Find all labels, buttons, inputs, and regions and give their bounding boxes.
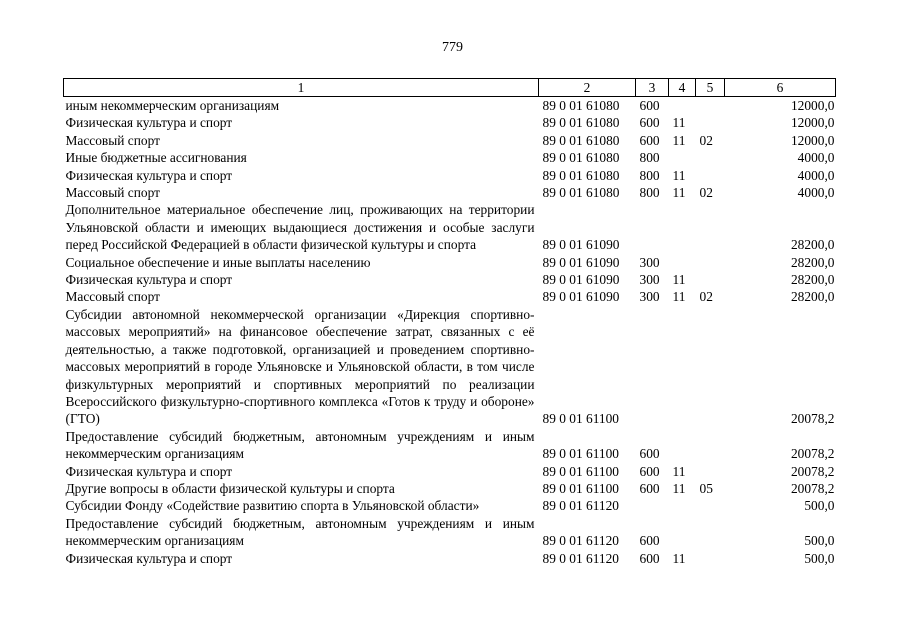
row-col3: 300 (639, 289, 660, 305)
row-code: 89 0 01 61090 (542, 254, 620, 270)
table-row (64, 497, 836, 514)
row-amount: 28200,0 (790, 237, 835, 253)
row-col3 (636, 497, 669, 514)
table-row (64, 167, 836, 184)
row-col3: 300 (639, 254, 660, 270)
row-col5: 02 (699, 185, 713, 201)
row-col4: 11 (672, 272, 686, 288)
row-col4: 11 (672, 289, 686, 305)
page-number: 779 (442, 40, 463, 55)
row-col4 (669, 497, 696, 514)
row-name: Иные бюджетные ассигнования (65, 150, 247, 166)
column-header-2: 2 (539, 79, 636, 97)
row-name: Массовый спорт (65, 185, 160, 201)
row-name: Субсидии автономной некоммерческой организации «Дирекция спортивно-массовых мероприятий» на финансовое обеспечение затрат, связанных с её деятельностью, а также подготовкой, организацией и проведением спортивно-массовых мероприятий в городе Ульяновске и Ульяновской области, в том числе физкультурных мероприятий и спортивных мероприятий по реализации Всероссийского физкультурно-спортивного комплекса «Готов к труду и обороне» (ГТО) (65, 306, 535, 427)
table-row (64, 515, 836, 550)
row-col3: 300 (639, 272, 660, 288)
row-name: Массовый спорт (65, 289, 160, 305)
row-amount: 20078,2 (790, 411, 835, 427)
row-amount: 20078,2 (790, 463, 835, 479)
row-col4 (669, 149, 696, 166)
row-amount: 500,0 (804, 498, 835, 514)
table-row (64, 306, 836, 428)
row-name: Другие вопросы в области физической культуры и спорта (65, 480, 395, 496)
row-col5 (696, 463, 725, 480)
row-col3: 800 (639, 150, 660, 166)
row-col5: 05 (699, 480, 713, 496)
row-col4: 11 (672, 480, 686, 496)
row-col3: 600 (639, 446, 660, 462)
table-row (64, 463, 836, 480)
row-amount: 20078,2 (790, 446, 835, 462)
row-amount: 4000,0 (797, 167, 835, 183)
row-amount: 28200,0 (790, 272, 835, 288)
budget-table (63, 78, 836, 567)
table-header (64, 79, 836, 97)
row-code: 89 0 01 61080 (542, 167, 620, 183)
row-col5 (696, 550, 725, 567)
row-amount: 12000,0 (790, 132, 835, 148)
row-col5 (696, 114, 725, 131)
row-col5: 02 (699, 289, 713, 305)
row-col5: 02 (699, 132, 713, 148)
row-name: Предоставление субсидий бюджетным, автономным учреждениям и иным некоммерческим организациям (65, 515, 535, 549)
row-amount: 20078,2 (790, 480, 835, 496)
row-col3: 600 (639, 480, 660, 496)
row-col5 (696, 149, 725, 166)
row-col3: 800 (639, 185, 660, 201)
table-row (64, 184, 836, 201)
row-col4 (669, 201, 696, 253)
table-body (64, 97, 836, 567)
row-col5 (696, 428, 725, 463)
row-col3: 600 (639, 463, 660, 479)
row-code: 89 0 01 61090 (542, 237, 620, 253)
table-row (64, 114, 836, 131)
row-col4: 11 (672, 132, 686, 148)
column-header-4: 4 (669, 79, 696, 97)
row-col4 (669, 428, 696, 463)
row-col3 (636, 306, 669, 428)
column-header-1: 1 (64, 79, 539, 97)
row-col3: 600 (639, 98, 660, 113)
table-row (64, 428, 836, 463)
row-amount: 12000,0 (790, 98, 835, 113)
row-name: Физическая культура и спорт (65, 550, 233, 566)
row-amount: 12000,0 (790, 115, 835, 131)
row-col4: 11 (672, 115, 686, 131)
column-header-3: 3 (636, 79, 669, 97)
row-amount: 28200,0 (790, 254, 835, 270)
column-header-6: 6 (725, 79, 836, 97)
table-row (64, 201, 836, 253)
header-row (64, 79, 836, 97)
row-col4: 11 (672, 550, 686, 566)
row-col5 (696, 497, 725, 514)
row-col3: 800 (639, 167, 660, 183)
row-code: 89 0 01 61100 (542, 480, 619, 496)
row-col3: 600 (639, 533, 660, 549)
row-col4 (669, 97, 696, 115)
row-code: 89 0 01 61080 (542, 115, 620, 131)
row-name: Физическая культура и спорт (65, 167, 233, 183)
row-name: Субсидии Фонду «Содействие развитию спорта в Ульяновской области» (65, 498, 480, 514)
row-col5 (696, 167, 725, 184)
row-name: Предоставление субсидий бюджетным, автономным учреждениям и иным некоммерческим организациям (65, 428, 535, 462)
row-code: 89 0 01 61080 (542, 98, 620, 113)
table-row (64, 550, 836, 567)
row-code: 89 0 01 61090 (542, 289, 620, 305)
row-amount: 4000,0 (797, 185, 835, 201)
row-name: Массовый спорт (65, 132, 160, 148)
row-col3: 600 (639, 115, 660, 131)
row-amount: 500,0 (804, 533, 835, 549)
row-col5 (696, 97, 725, 115)
column-header-5: 5 (696, 79, 725, 97)
row-col5 (696, 271, 725, 288)
table-row (64, 271, 836, 288)
row-col4 (669, 254, 696, 271)
row-col3: 600 (639, 550, 660, 566)
row-col5 (696, 515, 725, 550)
row-code: 89 0 01 61120 (542, 550, 619, 566)
table-row (64, 254, 836, 271)
row-col5 (696, 306, 725, 428)
row-col3: 600 (639, 132, 660, 148)
row-col4: 11 (672, 463, 686, 479)
row-name: Физическая культура и спорт (65, 272, 233, 288)
row-code: 89 0 01 61100 (542, 446, 619, 462)
row-code: 89 0 01 61080 (542, 185, 620, 201)
table-row (64, 149, 836, 166)
row-amount: 4000,0 (797, 150, 835, 166)
row-amount: 28200,0 (790, 289, 835, 305)
row-name: Дополнительное материальное обеспечение лиц, проживающих на территории Ульяновской области и имеющих выдающиеся достижения и особые заслуги перед Российской Федерацией в области физической культуры и спорта (65, 202, 535, 253)
row-col5 (696, 201, 725, 253)
table-row (64, 132, 836, 149)
row-code: 89 0 01 61120 (542, 533, 619, 549)
row-name: Социальное обеспечение и иные выплаты населению (65, 254, 371, 270)
table-row (64, 97, 836, 115)
row-amount: 500,0 (804, 550, 835, 566)
row-col4 (669, 515, 696, 550)
row-code: 89 0 01 61090 (542, 272, 620, 288)
table-row (64, 480, 836, 497)
row-code: 89 0 01 61100 (542, 463, 619, 479)
row-col4: 11 (672, 185, 686, 201)
row-name: Физическая культура и спорт (65, 463, 233, 479)
row-col5 (696, 254, 725, 271)
table-row (64, 288, 836, 305)
row-code: 89 0 01 61100 (542, 411, 619, 427)
row-col4: 11 (672, 167, 686, 183)
row-col4 (669, 306, 696, 428)
row-name: Физическая культура и спорт (65, 115, 233, 131)
row-code: 89 0 01 61080 (542, 150, 620, 166)
row-name: иным некоммерческим организациям (65, 98, 280, 113)
row-code: 89 0 01 61120 (542, 498, 619, 514)
row-code: 89 0 01 61080 (542, 132, 620, 148)
row-col3 (636, 201, 669, 253)
